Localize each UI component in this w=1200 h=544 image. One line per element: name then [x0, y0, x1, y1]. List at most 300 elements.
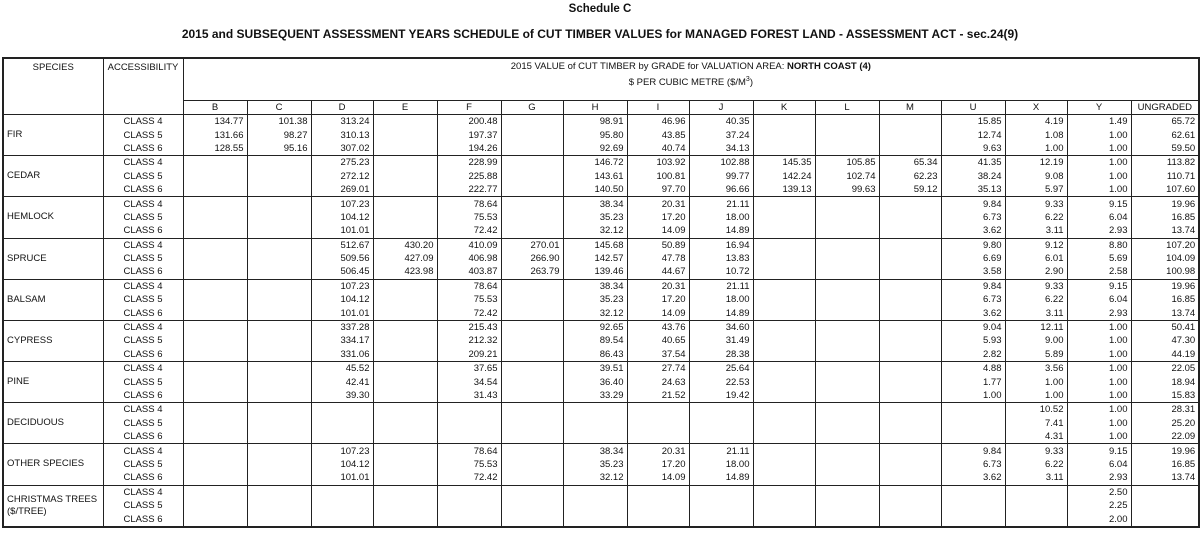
value-cell: 139.13	[753, 183, 815, 197]
value-cell	[753, 306, 815, 320]
value-cell	[689, 430, 753, 444]
grade-header: B	[183, 101, 247, 115]
value-cell	[941, 417, 1005, 430]
value-cell: 6.04	[1067, 458, 1131, 471]
value-cell: 134.77	[183, 115, 247, 129]
value-cell: 34.60	[689, 320, 753, 334]
value-cell	[183, 362, 247, 376]
value-cell	[247, 156, 311, 170]
value-cell	[501, 334, 563, 347]
value-cell	[183, 265, 247, 279]
value-cell	[183, 306, 247, 320]
value-cell: 1.00	[1067, 389, 1131, 403]
value-cell: 14.09	[627, 224, 689, 238]
value-cell: 18.94	[1131, 375, 1199, 388]
table-row	[3, 389, 1199, 403]
value-cell	[815, 224, 879, 238]
accessibility-class: CLASS 4	[103, 115, 183, 129]
value-cell	[753, 375, 815, 388]
value-cell	[501, 403, 563, 417]
value-cell	[183, 197, 247, 211]
value-cell	[753, 512, 815, 526]
value-cell	[437, 499, 501, 512]
value-cell: 6.04	[1067, 211, 1131, 224]
value-cell: 1.00	[1067, 142, 1131, 156]
value-cell	[753, 265, 815, 279]
accessibility-class: CLASS 4	[103, 197, 183, 211]
value-cell	[815, 499, 879, 512]
value-cell	[1005, 499, 1067, 512]
value-cell	[627, 417, 689, 430]
accessibility-class: CLASS 6	[103, 265, 183, 279]
value-cell	[941, 485, 1005, 499]
value-cell: 59.50	[1131, 142, 1199, 156]
value-cell: 1.00	[1067, 156, 1131, 170]
value-cell	[501, 430, 563, 444]
value-cell	[373, 417, 437, 430]
species-label: DECIDUOUS	[3, 403, 103, 444]
value-cell	[183, 238, 247, 252]
value-cell	[815, 197, 879, 211]
value-cell: 1.00	[1067, 128, 1131, 141]
value-cell: 263.79	[501, 265, 563, 279]
value-cell: 104.12	[311, 458, 373, 471]
value-cell	[879, 197, 941, 211]
value-cell	[247, 293, 311, 306]
value-cell: 107.23	[311, 197, 373, 211]
value-cell: 25.64	[689, 362, 753, 376]
table-row	[3, 183, 1199, 197]
value-cell: 98.27	[247, 128, 311, 141]
accessibility-class: CLASS 6	[103, 430, 183, 444]
value-cell: 86.43	[563, 348, 627, 362]
value-cell	[183, 375, 247, 388]
value-cell: 197.37	[437, 128, 501, 141]
accessibility-class: CLASS 6	[103, 348, 183, 362]
value-cell	[373, 444, 437, 458]
value-cell: 5.97	[1005, 183, 1067, 197]
value-cell	[815, 458, 879, 471]
value-cell: 19.96	[1131, 444, 1199, 458]
value-cell	[689, 403, 753, 417]
value-cell: 44.19	[1131, 348, 1199, 362]
value-cell: 22.53	[689, 375, 753, 388]
species-label: BALSAM	[3, 279, 103, 320]
grade-header: F	[437, 101, 501, 115]
value-cell	[183, 430, 247, 444]
value-cell	[627, 485, 689, 499]
value-cell	[501, 375, 563, 388]
value-cell: 3.62	[941, 224, 1005, 238]
value-cell: 16.94	[689, 238, 753, 252]
value-cell: 13.74	[1131, 224, 1199, 238]
accessibility-class: CLASS 4	[103, 156, 183, 170]
table-row	[3, 458, 1199, 471]
value-cell	[501, 115, 563, 129]
accessibility-class: CLASS 4	[103, 485, 183, 499]
value-cell: 43.76	[627, 320, 689, 334]
value-cell: 146.72	[563, 156, 627, 170]
value-cell	[437, 512, 501, 526]
value-cell	[247, 265, 311, 279]
value-cell: 2.50	[1067, 485, 1131, 499]
value-cell	[879, 485, 941, 499]
value-cell: 4.31	[1005, 430, 1067, 444]
value-cell: 113.82	[1131, 156, 1199, 170]
value-cell: 270.01	[501, 238, 563, 252]
value-cell: 31.43	[437, 389, 501, 403]
header-accessibility: ACCESSIBILITY	[103, 58, 183, 115]
value-cell: 331.06	[311, 348, 373, 362]
value-cell: 32.12	[563, 471, 627, 485]
value-cell: 9.15	[1067, 197, 1131, 211]
value-cell: 37.65	[437, 362, 501, 376]
value-cell	[879, 211, 941, 224]
value-cell: 140.50	[563, 183, 627, 197]
value-cell	[753, 252, 815, 265]
value-cell: 1.00	[1067, 375, 1131, 388]
value-cell	[879, 389, 941, 403]
table-row	[3, 348, 1199, 362]
value-cell	[879, 279, 941, 293]
value-cell: 14.09	[627, 306, 689, 320]
value-cell: 209.21	[437, 348, 501, 362]
value-cell: 104.09	[1131, 252, 1199, 265]
value-cell	[815, 142, 879, 156]
grade-header: L	[815, 101, 879, 115]
value-cell: 28.31	[1131, 403, 1199, 417]
value-cell: 9.80	[941, 238, 1005, 252]
value-cell	[373, 362, 437, 376]
value-cell	[501, 348, 563, 362]
value-cell: 34.54	[437, 375, 501, 388]
value-cell	[373, 197, 437, 211]
table-row	[3, 197, 1199, 211]
value-cell: 14.89	[689, 306, 753, 320]
value-cell: 6.22	[1005, 211, 1067, 224]
value-cell: 45.52	[311, 362, 373, 376]
value-cell: 142.57	[563, 252, 627, 265]
value-cell: 75.53	[437, 211, 501, 224]
value-cell: 12.19	[1005, 156, 1067, 170]
value-cell: 2.90	[1005, 265, 1067, 279]
value-cell	[815, 375, 879, 388]
species-label: CYPRESS	[3, 320, 103, 361]
value-cell	[1005, 485, 1067, 499]
value-cell	[437, 485, 501, 499]
value-cell	[373, 293, 437, 306]
species-label: HEMLOCK	[3, 197, 103, 238]
value-cell	[689, 499, 753, 512]
value-cell	[753, 224, 815, 238]
value-cell	[247, 238, 311, 252]
value-cell: 44.67	[627, 265, 689, 279]
value-cell: 107.23	[311, 444, 373, 458]
value-cell: 101.01	[311, 306, 373, 320]
value-cell: 10.52	[1005, 403, 1067, 417]
value-cell	[879, 224, 941, 238]
value-cell: 222.77	[437, 183, 501, 197]
value-cell: 2.25	[1067, 499, 1131, 512]
value-cell	[183, 183, 247, 197]
value-cell	[501, 128, 563, 141]
value-cell: 105.85	[815, 156, 879, 170]
accessibility-class: CLASS 6	[103, 142, 183, 156]
table-row	[3, 471, 1199, 485]
value-cell: 39.30	[311, 389, 373, 403]
value-cell	[879, 320, 941, 334]
value-cell	[815, 444, 879, 458]
value-cell: 3.11	[1005, 224, 1067, 238]
value-cell	[815, 115, 879, 129]
value-cell: 1.00	[941, 389, 1005, 403]
grade-header: G	[501, 101, 563, 115]
value-cell	[373, 279, 437, 293]
value-cell	[183, 471, 247, 485]
value-cell: 36.40	[563, 375, 627, 388]
value-cell: 99.77	[689, 170, 753, 183]
accessibility-class: CLASS 5	[103, 375, 183, 388]
table-row	[3, 279, 1199, 293]
value-cell	[879, 252, 941, 265]
value-cell	[501, 499, 563, 512]
header-unit-line: $ PER CUBIC METRE $(\$/M^3)$	[183, 74, 1199, 101]
value-cell: 107.23	[311, 279, 373, 293]
value-cell: 18.00	[689, 211, 753, 224]
table-row	[3, 320, 1199, 334]
value-cell	[753, 279, 815, 293]
value-cell: 62.23	[879, 170, 941, 183]
value-cell	[1131, 512, 1199, 526]
value-cell	[815, 128, 879, 141]
value-cell	[879, 115, 941, 129]
value-cell: 62.61	[1131, 128, 1199, 141]
value-cell	[753, 348, 815, 362]
value-cell: 50.89	[627, 238, 689, 252]
value-cell: 145.35	[753, 156, 815, 170]
value-cell	[879, 512, 941, 526]
value-cell: 215.43	[437, 320, 501, 334]
value-cell: 145.68	[563, 238, 627, 252]
value-cell	[501, 170, 563, 183]
value-cell	[247, 306, 311, 320]
value-cell	[815, 362, 879, 376]
value-cell	[437, 430, 501, 444]
value-cell	[373, 142, 437, 156]
value-cell: 25.20	[1131, 417, 1199, 430]
table-row	[3, 512, 1199, 526]
value-cell	[373, 389, 437, 403]
species-label: CEDAR	[3, 156, 103, 197]
value-cell: 139.46	[563, 265, 627, 279]
value-cell	[563, 499, 627, 512]
value-cell	[373, 348, 437, 362]
value-cell	[689, 512, 753, 526]
value-cell	[879, 238, 941, 252]
value-cell: 18.00	[689, 293, 753, 306]
value-cell: 9.84	[941, 279, 1005, 293]
value-cell	[879, 128, 941, 141]
value-cell: 403.87	[437, 265, 501, 279]
value-cell: 100.98	[1131, 265, 1199, 279]
value-cell	[501, 362, 563, 376]
value-cell	[311, 485, 373, 499]
value-cell: 24.63	[627, 375, 689, 388]
value-cell: 22.09	[1131, 430, 1199, 444]
value-cell: 42.41	[311, 375, 373, 388]
value-cell: 1.00	[1067, 170, 1131, 183]
species-label: FIR	[3, 115, 103, 156]
value-cell	[373, 430, 437, 444]
value-cell: 8.80	[1067, 238, 1131, 252]
cut-timber-values-table	[2, 57, 1200, 528]
value-cell: 1.08	[1005, 128, 1067, 141]
value-cell	[879, 142, 941, 156]
accessibility-class: CLASS 5	[103, 417, 183, 430]
value-cell: 89.54	[563, 334, 627, 347]
value-cell	[247, 320, 311, 334]
value-cell	[563, 417, 627, 430]
value-cell	[183, 403, 247, 417]
value-cell: 6.73	[941, 293, 1005, 306]
accessibility-class: CLASS 6	[103, 224, 183, 238]
value-cell: 4.19	[1005, 115, 1067, 129]
value-cell: 430.20	[373, 238, 437, 252]
value-cell: 65.34	[879, 156, 941, 170]
value-cell	[247, 458, 311, 471]
accessibility-class: CLASS 5	[103, 252, 183, 265]
value-cell: 72.42	[437, 471, 501, 485]
value-cell: 1.00	[1067, 403, 1131, 417]
value-cell: 307.02	[311, 142, 373, 156]
value-cell: 43.85	[627, 128, 689, 141]
accessibility-class: CLASS 5	[103, 128, 183, 141]
value-cell	[879, 444, 941, 458]
value-cell: 1.00	[1005, 389, 1067, 403]
value-cell: 1.00	[1067, 334, 1131, 347]
value-cell: 3.56	[1005, 362, 1067, 376]
value-cell	[627, 512, 689, 526]
value-cell	[501, 293, 563, 306]
value-cell	[753, 293, 815, 306]
value-cell	[247, 417, 311, 430]
accessibility-class: CLASS 4	[103, 238, 183, 252]
value-cell: 17.20	[627, 293, 689, 306]
value-cell: 15.85	[941, 115, 1005, 129]
accessibility-class: CLASS 4	[103, 362, 183, 376]
value-cell: 6.73	[941, 458, 1005, 471]
value-cell	[879, 403, 941, 417]
accessibility-class: CLASS 5	[103, 170, 183, 183]
table-row	[3, 142, 1199, 156]
value-cell: 406.98	[437, 252, 501, 265]
value-cell: 9.63	[941, 142, 1005, 156]
value-cell	[753, 389, 815, 403]
value-cell: 35.23	[563, 211, 627, 224]
value-cell	[627, 430, 689, 444]
value-cell	[941, 512, 1005, 526]
value-cell	[563, 430, 627, 444]
value-cell: 3.62	[941, 306, 1005, 320]
grade-header: K	[753, 101, 815, 115]
value-cell: 16.85	[1131, 211, 1199, 224]
value-cell	[501, 279, 563, 293]
value-cell: 34.13	[689, 142, 753, 156]
value-cell	[311, 417, 373, 430]
value-cell: 1.00	[1067, 348, 1131, 362]
value-cell: 3.11	[1005, 471, 1067, 485]
value-cell	[879, 417, 941, 430]
value-cell: 2.93	[1067, 306, 1131, 320]
value-cell: 15.83	[1131, 389, 1199, 403]
value-cell: 1.00	[1067, 362, 1131, 376]
page-title: 2015 and SUBSEQUENT ASSESSMENT YEARS SCHEDULE of CUT TIMBER VALUES for MANAGED FOREST LAND - ASSESSMENT ACT - sec.24(9)	[181, 27, 1019, 41]
value-cell	[879, 362, 941, 376]
value-cell: 1.77	[941, 375, 1005, 388]
value-cell	[753, 444, 815, 458]
value-cell	[879, 348, 941, 362]
value-cell: 6.73	[941, 211, 1005, 224]
value-cell	[815, 265, 879, 279]
value-cell: 9.12	[1005, 238, 1067, 252]
value-cell: 1.00	[1005, 142, 1067, 156]
table-row	[3, 375, 1199, 388]
value-cell	[373, 458, 437, 471]
grade-header: D	[311, 101, 373, 115]
value-cell	[1005, 512, 1067, 526]
value-cell: 334.17	[311, 334, 373, 347]
value-cell	[183, 348, 247, 362]
value-cell: 272.12	[311, 170, 373, 183]
value-cell: 37.24	[689, 128, 753, 141]
value-cell: 32.12	[563, 224, 627, 238]
value-cell: 12.11	[1005, 320, 1067, 334]
value-cell: 102.74	[815, 170, 879, 183]
table-row	[3, 128, 1199, 141]
table-row	[3, 224, 1199, 238]
value-cell	[373, 403, 437, 417]
value-cell: 5.93	[941, 334, 1005, 347]
table-row	[3, 485, 1199, 499]
value-cell	[563, 512, 627, 526]
value-cell: 9.08	[1005, 170, 1067, 183]
value-cell: 38.34	[563, 279, 627, 293]
value-cell: 9.00	[1005, 334, 1067, 347]
value-cell: 20.31	[627, 444, 689, 458]
value-cell	[247, 485, 311, 499]
value-cell	[247, 252, 311, 265]
table-row	[3, 306, 1199, 320]
value-cell: 1.00	[1067, 183, 1131, 197]
table-row	[3, 170, 1199, 183]
value-cell: 37.54	[627, 348, 689, 362]
accessibility-class: CLASS 4	[103, 320, 183, 334]
value-cell: 35.13	[941, 183, 1005, 197]
value-cell	[247, 197, 311, 211]
value-cell	[183, 512, 247, 526]
table-row	[3, 444, 1199, 458]
value-cell: 19.96	[1131, 197, 1199, 211]
accessibility-class: CLASS 6	[103, 512, 183, 526]
value-cell: 101.01	[311, 471, 373, 485]
value-cell: 1.00	[1067, 417, 1131, 430]
value-cell: 17.20	[627, 458, 689, 471]
value-cell: 14.89	[689, 471, 753, 485]
value-cell: 5.89	[1005, 348, 1067, 362]
value-cell	[501, 512, 563, 526]
value-cell: 95.16	[247, 142, 311, 156]
value-cell	[753, 362, 815, 376]
